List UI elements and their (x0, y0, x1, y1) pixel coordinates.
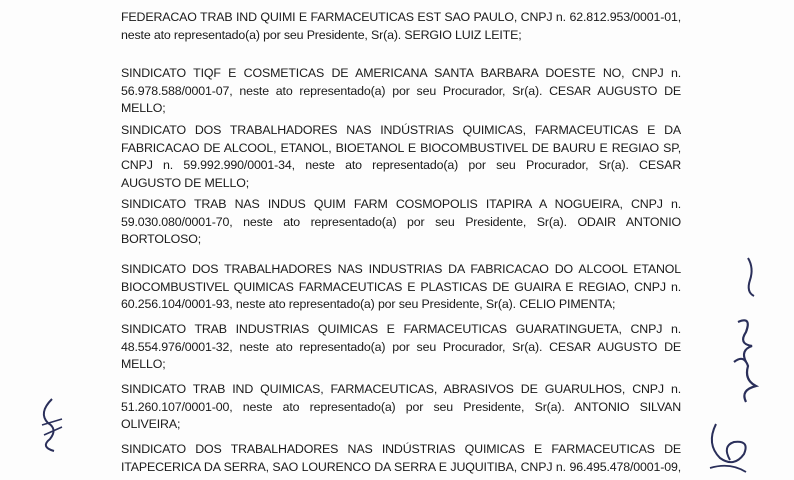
party-paragraph (121, 261, 681, 314)
text-line: OLIVEIRA; (121, 417, 181, 431)
party-paragraph (121, 65, 681, 118)
text-line: FEDERACAO TRAB IND QUIMI E FARMACEUTICAS EST SAO PAULO, CNPJ n. 62.812.953/0001-01, (121, 10, 681, 24)
text-line: 56.978.588/0001-07, neste ato representado(a) por seu Procurador, Sr(a). CESAR AUGUSTO DE (121, 83, 681, 98)
signature-left (30, 395, 70, 455)
party-paragraph (121, 9, 681, 44)
party-paragraph (121, 122, 681, 192)
text-line: 59.030.080/0001-70, neste ato representado(a) por seu Presidente, Sr(a). ODAIR ANTONIO (121, 214, 681, 229)
text-line: CNPJ n. 59.992.990/0001-34, neste ato representado(a) por seu Procurador, Sr(a). CESAR (121, 158, 681, 172)
text-line: AUGUSTO DE MELLO; (121, 175, 250, 190)
text-line: MELLO; (121, 357, 166, 371)
text-line: BORTOLOSO; (121, 232, 201, 246)
text-line: SINDICATO DOS TRABALHADORES NAS INDUSTRIAS DA FABRICACAO DO ALCOOL ETANOL (121, 262, 681, 276)
text-line: SINDICATO DOS TRABALHADORES NAS INDÚSTRIAS QUIMICAS E FARMACEUTICAS DE (121, 442, 681, 456)
text-line: ITAPECERICA DA SERRA, SAO LOURENCO DA SERRA E JUQUITIBA, CNPJ n. 96.495.478/0001-09, (121, 459, 681, 474)
text-line: SINDICATO TRAB INDUSTRIAS QUIMICAS E FARMACEUTICAS GUARATINGUETA, CNPJ n. (121, 322, 681, 336)
text-line: MELLO; (121, 101, 166, 115)
text-line: 51.260.107/0001-00, neste ato representado(a) por seu Presidente, Sr(a). ANTONIO SILVAN (121, 399, 681, 414)
text-line: FABRICACAO DE ALCOOL, ETANOL, BIOETANOL E BIOCOMBUSTIVEL DE BAURU E REGIAO SP, (121, 140, 681, 155)
text-line: 48.554.976/0001-32, neste ato representado(a) por seu Procurador, Sr(a). CESAR AUGUSTO DE (121, 339, 681, 354)
text-line: BIOCOMBUSTIVEL QUIMICAS FARMACEUTICAS E PLASTICAS DE GUAIRA E REGIAO, CNPJ n. (121, 279, 681, 294)
text-line: SINDICATO TRAB IND QUIMICAS, FARMACEUTICAS, ABRASIVOS DE GUARULHOS, CNPJ n. (121, 382, 681, 396)
text-line: neste ato representado(a) por seu Presidente, Sr(a). SERGIO LUIZ LEITE; (121, 27, 522, 42)
text-line: SINDICATO DOS TRABALHADORES NAS INDÚSTRIAS QUIMICAS, FARMACEUTICAS E DA (121, 123, 681, 137)
party-paragraph (121, 321, 681, 374)
party-paragraph (121, 196, 681, 249)
text-line: 60.256.104/0001-93, neste ato representado(a) por seu Presidente, Sr(a). CELIO PIMENTA; (121, 297, 616, 311)
signature-bottom-right (700, 410, 760, 480)
signature-right (720, 250, 760, 410)
text-line: SINDICATO TRAB NAS INDUS QUIM FARM COSMOPOLIS ITAPIRA A NOGUEIRA, CNPJ n. (121, 197, 681, 211)
party-paragraph (121, 441, 681, 476)
party-paragraph (121, 381, 681, 434)
text-line: SINDICATO TIQF E COSMETICAS DE AMERICANA SANTA BARBARA DOESTE NO, CNPJ n. (121, 66, 681, 80)
